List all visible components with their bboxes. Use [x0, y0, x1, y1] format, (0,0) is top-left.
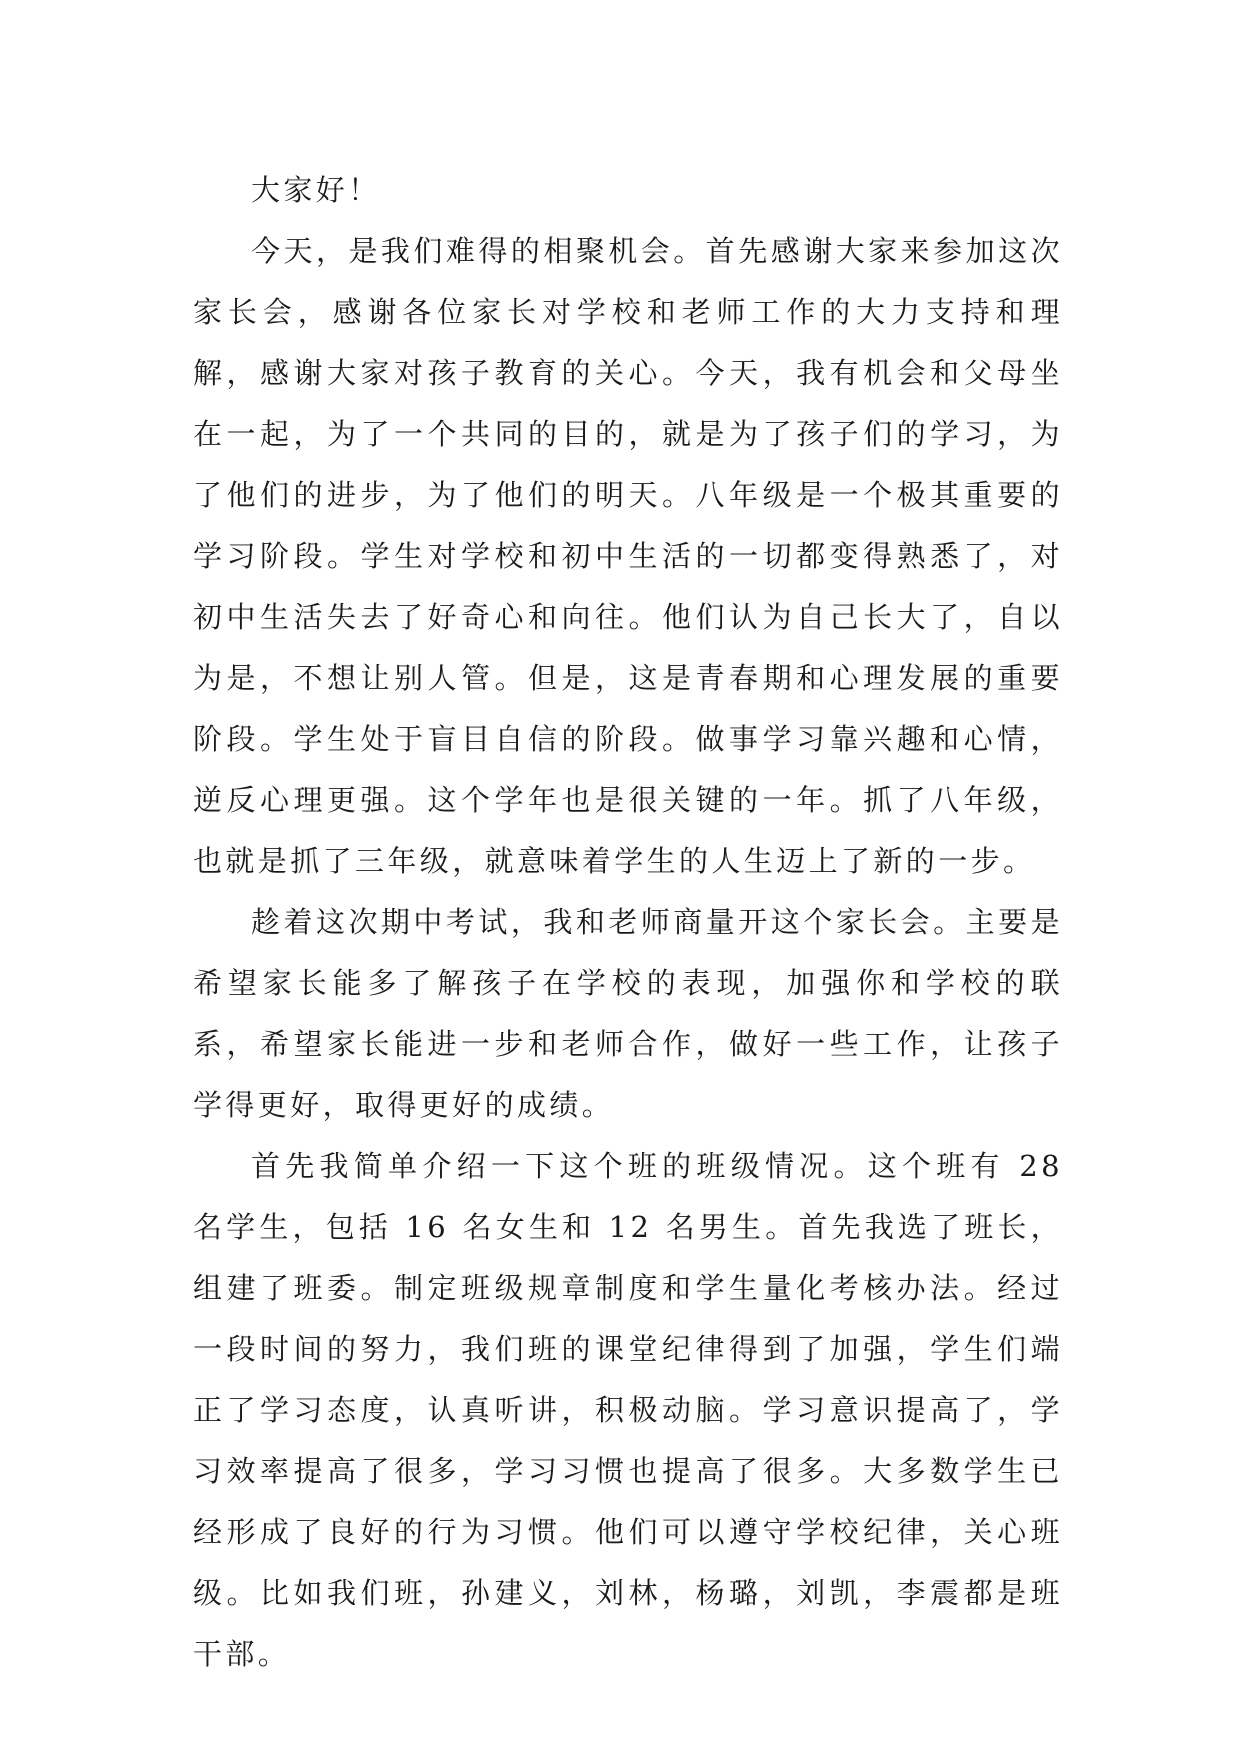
salutation-paragraph: 大家好！ [251, 173, 381, 207]
document-body [193, 160, 1063, 1685]
purpose-paragraph: 趁着这次期中考试，我和老师商量开这个家长会。主要是希望家长能多了解孩子在学校的表现，加强你和学校的联系，希望家长能进一步和老师合作，做好一些工作，让孩子学得更好，取得更好的成绩。 [193, 905, 1063, 1122]
class-overview-paragraph: 首先我简单介绍一下这个班的班级情况。这个班有 28 名学生，包括 16 名女生和 12 名男生。首先我选了班长，组建了班委。制定班级规章制度和学生量化考核办法。经过一段时间的努力，我们班的课堂纪律得到了加强，学生们端正了学习态度，认真听讲，积极动脑。学习意识提高了，学习效率提高了很多，学习习惯也提高了很多。大多数学生已经形成了良好的行为习惯。他们可以遵守学校纪律，关心班级。比如我们班，孙建义，刘林，杨璐，刘凯，李震都是班干部。 [193, 1149, 1063, 1671]
intro-paragraph: 今天，是我们难得的相聚机会。首先感谢大家来参加这次家长会，感谢各位家长对学校和老师工作的大力支持和理解，感谢大家对孩子教育的关心。今天，我有机会和父母坐在一起，为了一个共同的目的，就是为了孩子们的学习，为了他们的进步，为了他们的明天。八年级是一个极其重要的学习阶段。学生对学校和初中生活的一切都变得熟悉了，对初中生活失去了好奇心和向往。他们认为自己长大了，自以为是，不想让别人管。但是，这是青春期和心理发展的重要阶段。学生处于盲目自信的阶段。做事学习靠兴趣和心情，逆反心理更强。这个学年也是很关键的一年。抓了八年级，也就是抓了三年级，就意味着学生的人生迈上了新的一步。 [193, 234, 1063, 878]
